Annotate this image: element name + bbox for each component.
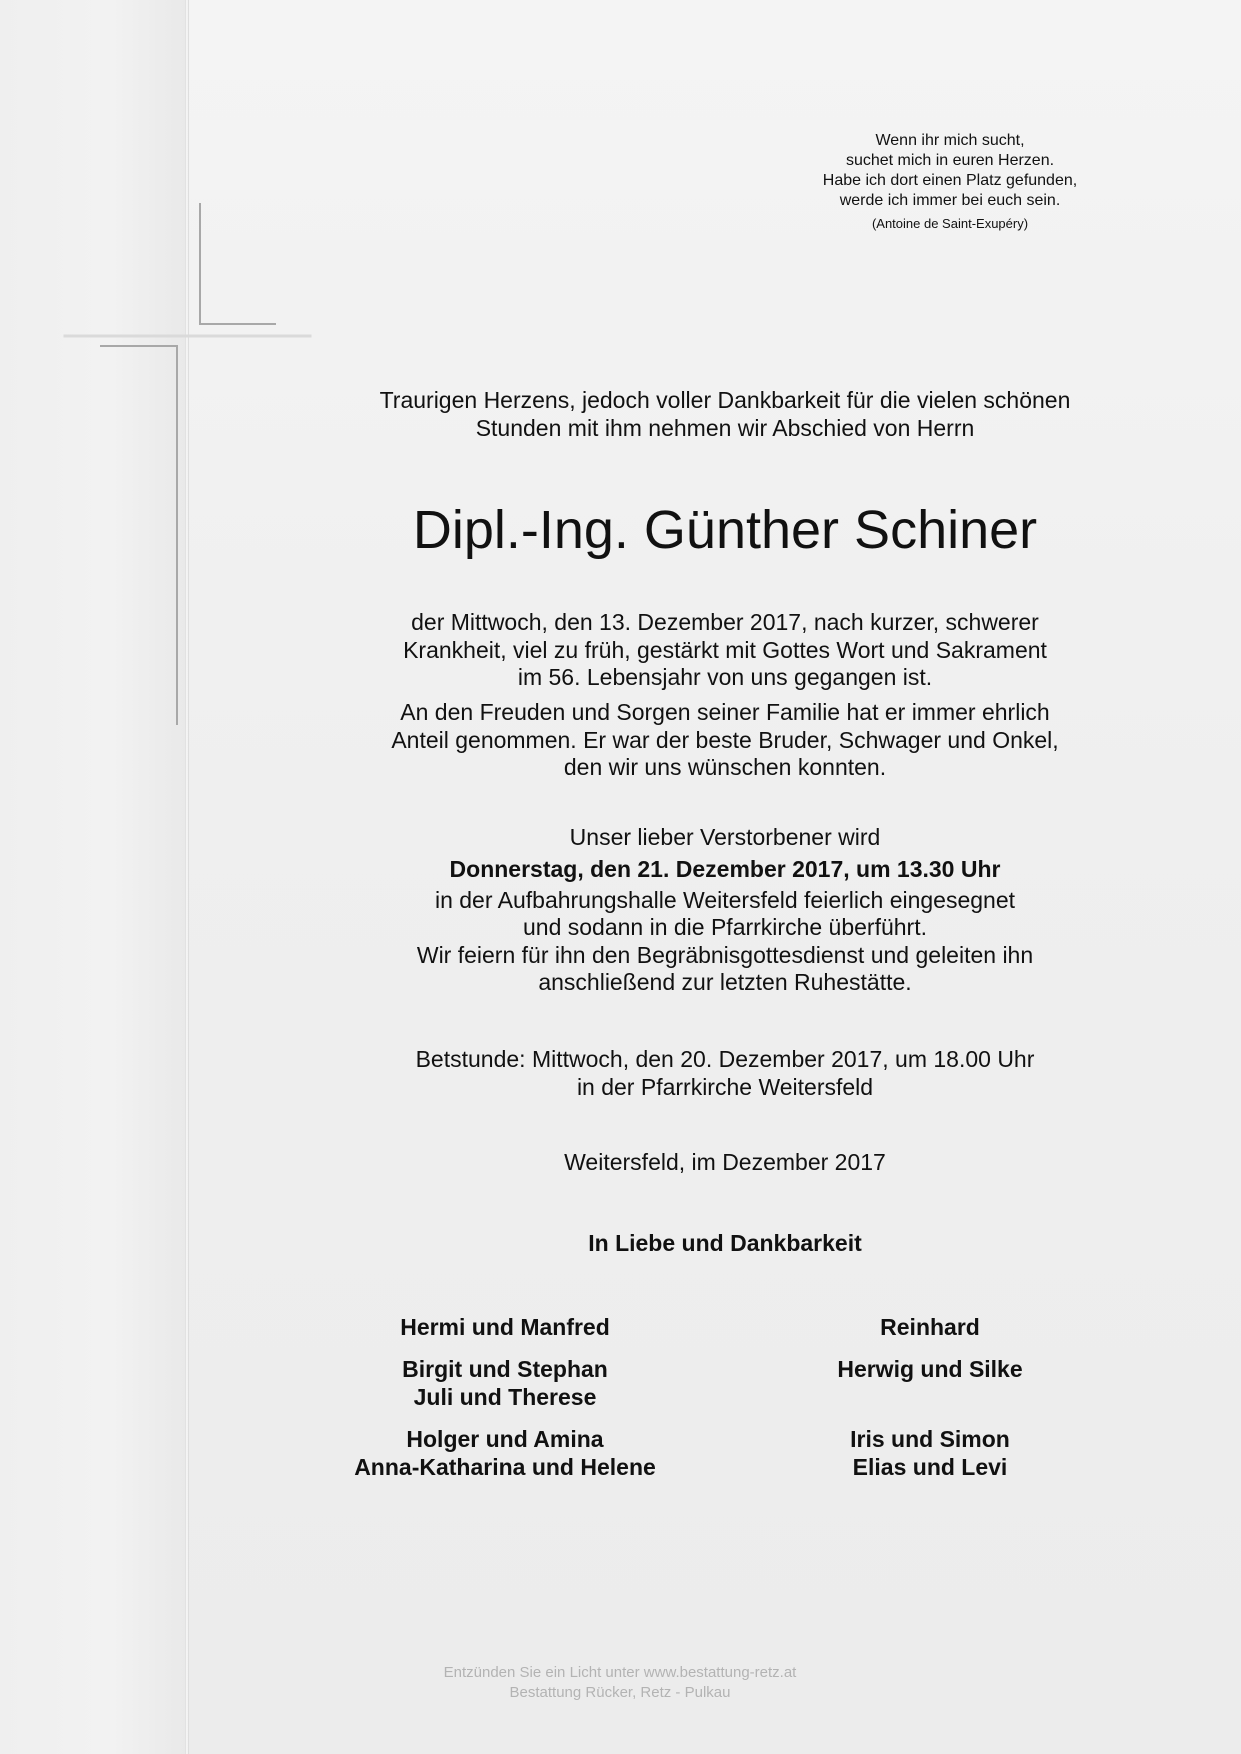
mourner-name: Reinhard [880,1314,980,1340]
tribute-text [305,699,1145,782]
quote-line: Habe ich dort einen Platz gefunden, [822,172,1078,189]
funeral-details [305,824,1145,997]
mourner-name: Juli und Therese [413,1384,597,1410]
mourner-name: Anna-Katharina und Helene [354,1454,656,1480]
mourner-group [295,1313,715,1341]
mourner-group [720,1313,1140,1341]
prayer-hour [305,1046,1145,1101]
mourner-name: Hermi und Manfred [400,1314,610,1340]
funeral-date: Donnerstag, den 21. Dezember 2017, um 13.30 Uhr [449,855,1001,882]
cross-icon [0,0,320,760]
deceased-name: Dipl.-Ing. Günther Schiner [412,500,1038,560]
mourner-group [720,1425,1140,1481]
quote-line: werde ich immer bei euch sein. [839,192,1061,209]
death-line: der Mittwoch, den 13. Dezember 2017, nach kurzer, schwerer [411,609,1039,635]
mourner-group [720,1355,1140,1383]
mourner-name: Holger und Amina [406,1426,604,1452]
death-line: Krankheit, viel zu früh, gestärkt mit Gottes Wort und Sakrament [403,636,1047,663]
mourner-name: Birgit und Stephan [402,1356,608,1382]
quote-author: (Antoine de Saint-Exupéry) [871,216,1029,231]
intro-text [305,386,1145,442]
epigraph-quote [760,131,1140,237]
mourner-group [295,1355,715,1411]
mourner-name: Iris und Simon [850,1426,1010,1452]
quote-line: Wenn ihr mich sucht, [875,132,1025,149]
death-announcement [305,609,1145,692]
funeral-line: anschließend zur letzten Ruhestätte. [538,969,912,995]
mourner-name: Herwig und Silke [837,1356,1023,1382]
funeral-lead: Unser lieber Verstorbener wird [569,824,881,850]
tribute-line: An den Freuden und Sorgen seiner Familie hat er immer ehrlich [400,699,1050,725]
intro-line: Stunden mit ihm nehmen wir Abschied von Herrn [475,415,975,441]
funeral-line: und sodann in die Pfarrkirche überführt. [522,914,928,940]
closing-line: In Liebe und Dankbarkeit [588,1230,862,1256]
prayer-line: in der Pfarrkirche Weitersfeld [576,1073,874,1100]
place-date: Weitersfeld, im Dezember 2017 [564,1149,886,1175]
cross-engraving [65,204,310,724]
mourner-group [295,1425,715,1481]
prayer-line: Betstunde: Mittwoch, den 20. Dezember 2017, um 18.00 Uhr [415,1046,1035,1072]
funeral-home-footer [370,1663,870,1703]
footer-link-text[interactable]: Entzünden Sie ein Licht unter www.bestattung-retz.at [443,1664,797,1681]
funeral-line: in der Aufbahrungshalle Weitersfeld feierlich eingesegnet [434,886,1016,913]
intro-line: Traurigen Herzens, jedoch voller Dankbarkeit für die vielen schönen [379,387,1071,413]
quote-line: suchet mich in euren Herzen. [845,152,1055,169]
death-line: im 56. Lebensjahr von uns gegangen ist. [517,664,933,690]
footer-company: Bestattung Rücker, Retz - Pulkau [509,1684,731,1701]
mourner-name: Elias und Levi [852,1454,1008,1480]
tribute-line: den wir uns wünschen konnten. [563,754,887,780]
funeral-line: Wir feiern für ihn den Begräbnisgottesdienst und geleiten ihn [416,941,1034,968]
tribute-line: Anteil genommen. Er war der beste Bruder, Schwager und Onkel, [391,726,1059,753]
